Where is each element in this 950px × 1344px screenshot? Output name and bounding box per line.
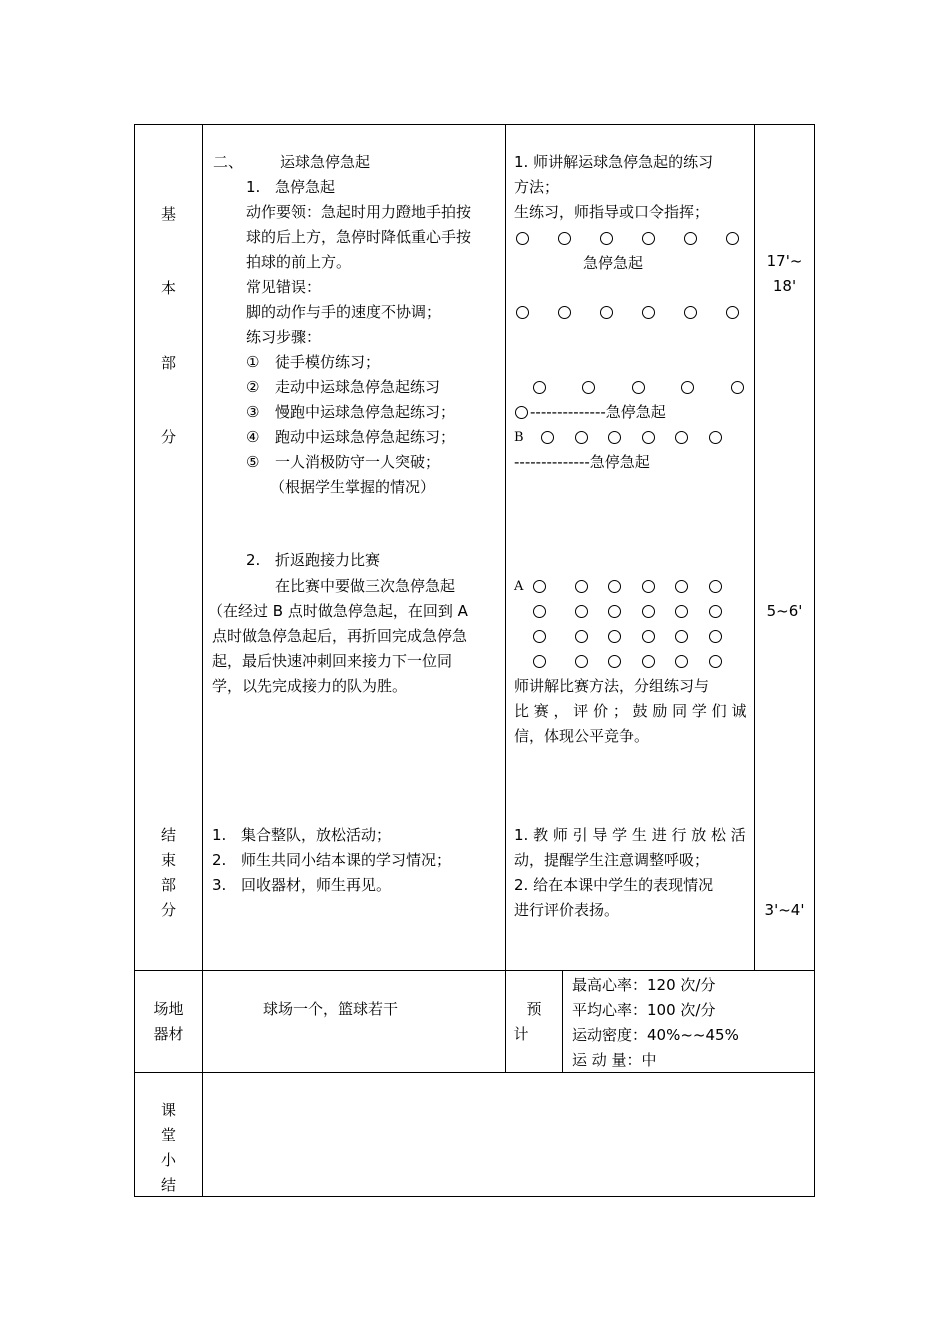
item2-title: 折返跑接力比赛 bbox=[275, 551, 381, 569]
circle-icon bbox=[675, 580, 688, 593]
circle-icon bbox=[675, 655, 688, 668]
circle-icon bbox=[709, 605, 722, 618]
circle-icon bbox=[642, 655, 655, 668]
time-value: 5~6' bbox=[766, 602, 803, 620]
circle-icon bbox=[726, 306, 739, 319]
circle-icon bbox=[608, 655, 621, 668]
circle-icon bbox=[533, 381, 546, 394]
dash-line: --------------急停急起 bbox=[530, 403, 666, 421]
circle-icon bbox=[558, 306, 571, 319]
circle-icon bbox=[642, 605, 655, 618]
circle-icon bbox=[575, 630, 588, 643]
circle-icon bbox=[709, 580, 722, 593]
circle-icon bbox=[642, 232, 655, 245]
stat-density: 运动密度：40%~~45% bbox=[572, 1026, 739, 1044]
step-text: 一人消极防守一人突破； bbox=[275, 453, 441, 471]
circle-icon bbox=[684, 306, 697, 319]
circle-icon bbox=[575, 605, 588, 618]
stat-load: 运 动 量：中 bbox=[572, 1051, 657, 1069]
circle-icon bbox=[726, 232, 739, 245]
circle-icon bbox=[575, 655, 588, 668]
circle-icon bbox=[533, 630, 546, 643]
end-item: 回收器材，师生再见。 bbox=[241, 876, 392, 894]
heading: 运球急停急起 bbox=[280, 153, 371, 171]
diagram-label: 急停急起 bbox=[583, 254, 644, 272]
circle-icon bbox=[558, 232, 571, 245]
circle-icon bbox=[642, 630, 655, 643]
circle-icon bbox=[642, 431, 655, 444]
circle-icon bbox=[575, 580, 588, 593]
step-text: 慢跑中运球急停急起练习； bbox=[275, 403, 456, 421]
time-value: 17'~ bbox=[766, 252, 803, 270]
circle-icon bbox=[632, 381, 645, 394]
circle-icon bbox=[575, 431, 588, 444]
circle-icon bbox=[608, 630, 621, 643]
circle-icon bbox=[731, 381, 744, 394]
venue-content: 球场一个，篮球若干 bbox=[263, 1000, 399, 1018]
circle-icon bbox=[533, 580, 546, 593]
circle-icon bbox=[600, 306, 613, 319]
circle-icon bbox=[608, 431, 621, 444]
end-item: 师生共同小结本课的学习情况； bbox=[241, 851, 452, 869]
circle-icon bbox=[681, 381, 694, 394]
heading-number: 二、 bbox=[213, 153, 244, 171]
stat-avg-heart-rate: 平均心率：100 次/分 bbox=[572, 1001, 716, 1019]
circle-icon bbox=[516, 232, 529, 245]
step-text: 徒手模仿练习； bbox=[275, 353, 381, 371]
item1-title: 急停急起 bbox=[275, 178, 336, 196]
circle-icon bbox=[709, 630, 722, 643]
time-value: 18' bbox=[772, 277, 797, 295]
circle-icon bbox=[684, 232, 697, 245]
circle-icon bbox=[642, 306, 655, 319]
step-text: 跑动中运球急停急起练习； bbox=[275, 428, 456, 446]
end-item: 集合整队，放松活动； bbox=[241, 826, 392, 844]
note: （根据学生掌握的情况） bbox=[270, 478, 436, 496]
circle-icon bbox=[533, 605, 546, 618]
point-a: A bbox=[514, 579, 524, 594]
circle-icon bbox=[608, 605, 621, 618]
circle-icon bbox=[709, 655, 722, 668]
circle-icon bbox=[541, 431, 554, 444]
circle-icon bbox=[709, 431, 722, 444]
circle-icon bbox=[675, 630, 688, 643]
circle-icon bbox=[642, 580, 655, 593]
circle-icon bbox=[675, 431, 688, 444]
circle-icon bbox=[600, 232, 613, 245]
circle-icon bbox=[608, 580, 621, 593]
time-value: 3'~4' bbox=[764, 901, 805, 919]
circle-icon bbox=[533, 655, 546, 668]
stat-max-heart-rate: 最高心率：120 次/分 bbox=[572, 976, 716, 994]
circle-icon bbox=[675, 605, 688, 618]
step-text: 走动中运球急停急起练习 bbox=[275, 378, 441, 396]
circle-icon bbox=[515, 406, 528, 419]
circle-icon bbox=[582, 381, 595, 394]
dash-line: --------------急停急起 bbox=[514, 453, 650, 471]
circle-icon bbox=[516, 306, 529, 319]
point-b: B bbox=[514, 430, 524, 445]
